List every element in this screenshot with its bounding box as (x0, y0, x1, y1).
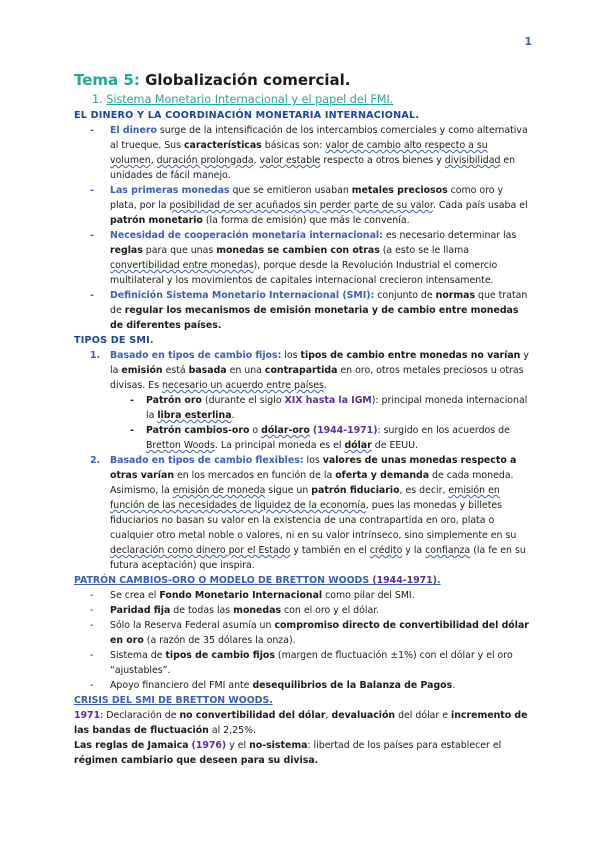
term: Definición Sistema Monetario Internacional (SMI): (110, 290, 375, 301)
term: características (183, 140, 262, 151)
text: que se emitieron usaban (229, 185, 352, 196)
text: Sólo la Reserva Federal asumía un (110, 620, 275, 631)
list-item (74, 288, 530, 333)
text: es necesario determinar las (382, 230, 517, 241)
list-item (74, 648, 530, 678)
term: Las reglas de Jamaica (74, 740, 189, 751)
text: . (452, 680, 456, 691)
underlined-text: libra esterlina (157, 410, 232, 421)
text: los (281, 350, 301, 361)
term: patrón monetario (110, 215, 203, 226)
term: El dinero (110, 125, 157, 136)
term: Fondo Monetario Internacional (159, 590, 323, 601)
sub-item (110, 393, 530, 423)
title-text: Globalización comercial. (145, 71, 351, 89)
term: Paridad fija (110, 605, 171, 616)
text: básicas son: (261, 140, 326, 151)
text: . (231, 410, 235, 421)
dinero-list (74, 123, 530, 333)
term: basada (188, 365, 227, 376)
term: no-sistema (249, 740, 308, 751)
underlined-text: necesario un acuerdo entre países (161, 380, 324, 391)
page-title (74, 70, 530, 90)
term: devaluación (331, 710, 396, 721)
list-item (74, 228, 530, 288)
term: contrapartida (264, 365, 338, 376)
term: Patrón oro (146, 395, 202, 406)
list-item (74, 183, 530, 228)
text: ), porque desde la Revolución Industrial el comercio multilateral y los movimientos de capitales internacional crecieron intensamente. (110, 260, 498, 286)
text: y también en el (290, 545, 370, 556)
section-heading (92, 92, 530, 108)
text: . La principal moneda es el (214, 440, 345, 451)
text: surge de la intensificación de los intercambios comerciales y como alternativa al trueque. Sus (110, 125, 528, 151)
underlined-text: emisión en función de las necesidades de liquidez de la economía (110, 485, 500, 511)
text: como pilar del SMI. (322, 590, 415, 601)
term: tipos de cambio fijos (165, 650, 275, 661)
year: 1971 (74, 710, 101, 721)
sub-item (110, 423, 530, 453)
underlined-text: crédito (369, 545, 403, 556)
list-item (74, 618, 530, 648)
text: Sistema de (110, 650, 166, 661)
term: monedas se cambien con otras (216, 245, 380, 256)
text: en una (226, 365, 265, 376)
term: regular los mecanismos de emisión monetaria y de cambio entre monedas de diferentes países. (110, 305, 519, 331)
text: . Cada país usaba el (432, 200, 528, 211)
term: (1944-1971) (312, 425, 378, 436)
underlined-text: divisibilidad (444, 155, 501, 166)
text: conjunto de (374, 290, 436, 301)
section-number: 1. (92, 93, 103, 106)
heading-tipos: TIPOS DE SMI. (74, 335, 154, 346)
term: valores de unas monedas respecto a otras varían (110, 455, 517, 481)
term: emisión (121, 365, 163, 376)
term: Basado en tipos de cambio flexibles: (110, 455, 304, 466)
text: y la (110, 350, 529, 376)
text: Apoyo financiero del FMI ante (110, 680, 253, 691)
list-item (74, 603, 530, 618)
text: en los mercados en función de la (174, 470, 336, 481)
document-body (74, 70, 530, 768)
underlined-text: Bretton Woods (146, 440, 215, 451)
text: PATRÓN CAMBIOS-ORO O MODELO DE BRETTON WOODS (74, 575, 373, 586)
years: (1944-1971) (372, 575, 437, 586)
text: o (249, 425, 262, 436)
text: y el (226, 740, 250, 751)
underlined-text: dólar-oro (261, 425, 310, 436)
term: patrón fiduciario (311, 485, 400, 496)
term: Necesidad de cooperación monetaria internacional: (110, 230, 383, 241)
text: de EEUU. (371, 440, 418, 451)
text: en oro, otros metales preciosos u otras divisas. Es (110, 365, 524, 391)
year: (1976) (191, 740, 227, 751)
text: (la forma de emisión) que más le convenía. (202, 215, 410, 226)
tipos-list (74, 348, 530, 573)
text: para que unas (142, 245, 217, 256)
heading-crisis: CRISIS DEL SMI DE BRETTON WOODS. (74, 695, 273, 706)
text: de cada moneda. Asimismo, la (110, 470, 514, 496)
crisis-paragraph-1 (74, 708, 530, 738)
text: los (303, 455, 323, 466)
underlined-text: convertibilidad entre monedas (110, 260, 254, 271)
term: metales preciosos (351, 185, 448, 196)
text: : surgido en los acuerdos de (377, 425, 510, 436)
term: reglas (110, 245, 143, 256)
term: XIX hasta la IGM (284, 395, 372, 406)
text: de todas las (170, 605, 234, 616)
text: respecto a otros bienes y (320, 155, 445, 166)
term: oferta y demanda (335, 470, 430, 481)
text: . (437, 575, 441, 586)
text: (durante el siglo (201, 395, 285, 406)
term: Patrón cambios-oro (146, 425, 250, 436)
page-number: 1 (524, 35, 532, 48)
text: . (323, 380, 327, 391)
item-number: 2. (90, 455, 101, 466)
bretton-list (74, 588, 530, 693)
text: Se crea el (110, 590, 160, 601)
heading-bretton (74, 573, 530, 588)
text: : Declaración de (100, 710, 180, 721)
text: del dólar e (395, 710, 452, 721)
list-item (74, 678, 530, 693)
underlined-text: emisión de moneda (172, 485, 266, 496)
item-number: 1. (90, 350, 101, 361)
term: incremento de las bandas de fluctuación (74, 710, 528, 736)
text: al 2,25%. (208, 725, 256, 736)
text: , es decir, (399, 485, 449, 496)
section-title: Sistema Monetario Internacional y el papel del FMI. (106, 93, 394, 106)
list-item (74, 453, 530, 573)
heading-dinero: EL DINERO Y LA COORDINACIÓN MONETARIA INTERNACIONAL. (74, 110, 420, 121)
term: régimen cambiario que deseen para su divisa. (74, 755, 319, 766)
text: (la fe en su futura aceptación) que inspira. (110, 545, 526, 571)
crisis-paragraph-2 (74, 738, 530, 768)
underlined-text: confianza (425, 545, 471, 556)
text: con el oro y el dólar. (281, 605, 380, 616)
term: monedas (233, 605, 282, 616)
text: sigue un (265, 485, 312, 496)
underlined-text: valor de cambio alto respecto a su volumen (110, 140, 488, 166)
list-item (74, 123, 530, 183)
term: Basado en tipos de cambio fijos: (110, 350, 282, 361)
term: tipos de cambio entre monedas no varían (300, 350, 521, 361)
underlined-text: valor estable (259, 155, 321, 166)
text: y la (402, 545, 426, 556)
term: compromiso directo de convertibilidad del dólar en oro (110, 620, 529, 646)
list-item (74, 588, 530, 603)
text: ): principal moneda internacional la (146, 395, 528, 421)
term: desequilibrios de la Balanza de Pagos (252, 680, 453, 691)
underlined-text: duración prolongada (156, 155, 254, 166)
term: normas (435, 290, 476, 301)
text: , pues las monedas y billetes fiduciarios no basan su valor en la existencia de una contrapartida en oro, plata o cualquier otro metal noble o valores, ni en su valor intrínseco, sino simplemente en su (110, 500, 517, 541)
text: como oro y plata, por la (110, 185, 504, 211)
term: no convertibilidad del dólar (179, 710, 326, 721)
text: , (325, 710, 332, 721)
text: , (253, 155, 260, 166)
text: (a esto se le llama (379, 245, 470, 256)
underlined-text: declaración como dinero por el Estado (110, 545, 291, 556)
text: que tratan de (110, 290, 528, 316)
title-number: Tema 5: (74, 71, 140, 89)
text: (margen de fluctuación ±1%) con el dólar y el oro “ajustables”. (110, 650, 513, 676)
term: Las primeras monedas (110, 185, 230, 196)
text: (a razón de 35 dólares la onza). (143, 635, 296, 646)
text: en unidades de fácil manejo. (110, 155, 516, 181)
sub-list (110, 393, 530, 453)
text: está (162, 365, 189, 376)
text: : libertad de los países para establecer el (307, 740, 502, 751)
list-item (74, 348, 530, 453)
underlined-text: posibilidad de ser acuñados sin perder parte de su valor (169, 200, 433, 211)
text: , (150, 155, 157, 166)
underlined-text: dólar (344, 440, 372, 451)
